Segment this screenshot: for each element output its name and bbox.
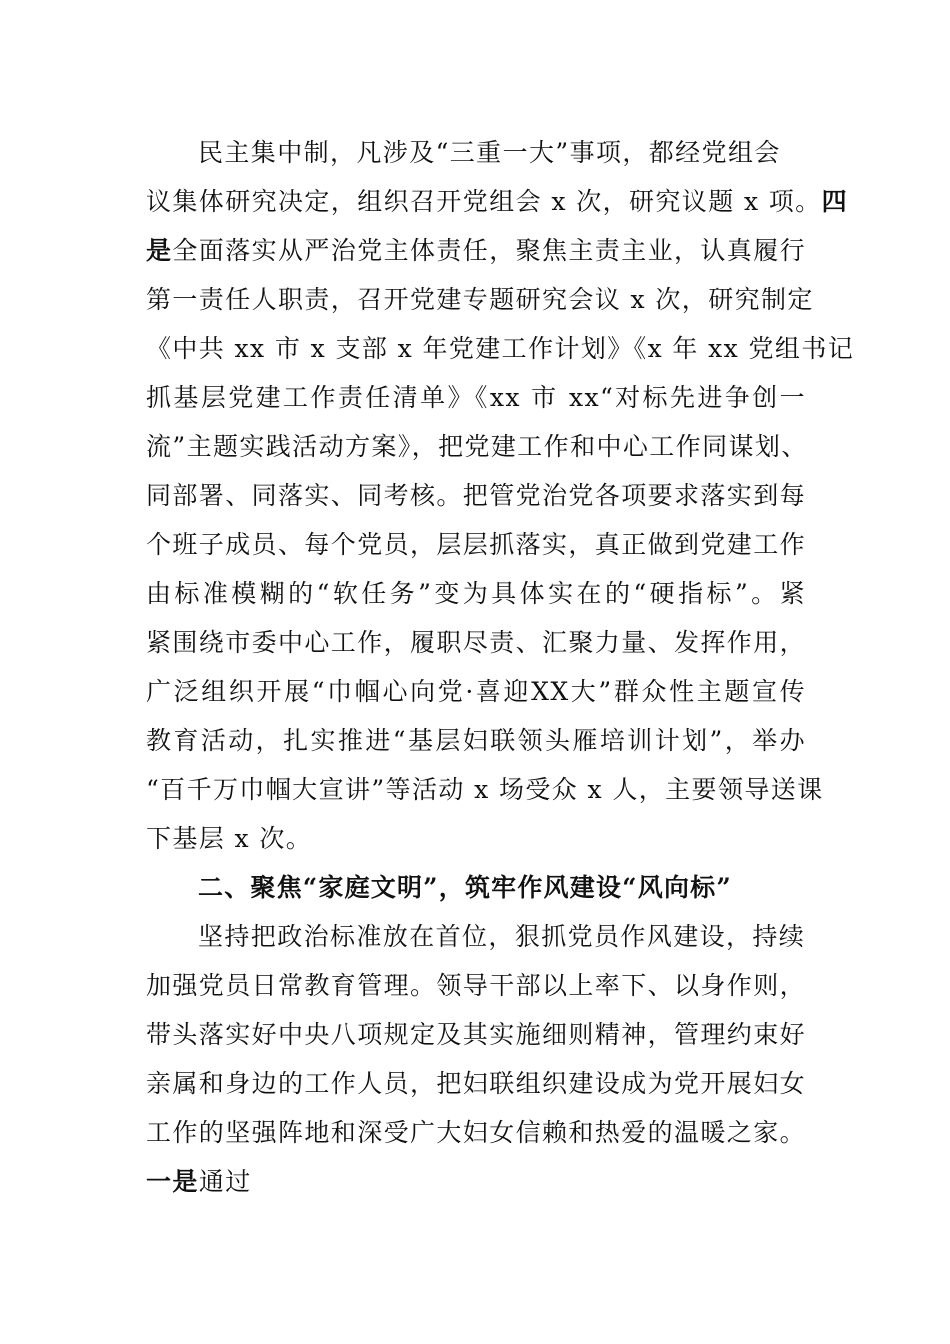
paragraph-line	[146, 1010, 806, 1059]
paragraph-line	[146, 1157, 806, 1206]
line-text: 紧围绕市委中心工作，履职尽责、汇聚力量、发挥作用，	[146, 628, 807, 657]
line-text: 流”主题实践活动方案》，把党建工作和中心工作同谋划、	[146, 432, 808, 461]
bold-marker: 是	[146, 236, 173, 265]
bold-marker: 一是	[146, 1167, 199, 1196]
paragraph-line	[146, 667, 806, 716]
paragraph-line	[146, 765, 824, 814]
paragraph-line	[146, 324, 855, 373]
line-text: 个班子成员、每个党员，层层抓落实，真正做到党建工作	[146, 530, 807, 559]
line-text: “百千万巾帼大宣讲”等活动 x 场受众 x 人，主要领导送课	[146, 775, 824, 804]
line-text: 第一责任人职责，召开党建专题研究会议 x 次，研究制定	[146, 285, 814, 314]
line-text: 带头落实好中央八项规定及其实施细则精神，管理约束好	[146, 1020, 807, 1049]
paragraph-line	[146, 1059, 806, 1108]
line-text: 加强党员日常教育管理。领导干部以上率下、以身作则，	[146, 971, 807, 1000]
section-heading	[146, 863, 806, 912]
paragraph-line	[146, 471, 806, 520]
line-text: 同部署、同落实、同考核。把管党治党各项要求落实到每	[146, 481, 807, 510]
paragraph-line	[146, 373, 806, 422]
line-text: 广泛组织开展“巾帼心向党·喜迎XX大”群众性主题宣传	[146, 677, 806, 706]
line-text: 民主集中制，凡涉及“三重一大”事项，都经党组会	[198, 138, 781, 167]
paragraph-line	[146, 716, 806, 765]
line-text: 《中共 xx 市 x 支部 x 年党建工作计划》《x 年 xx 党组书记	[146, 334, 855, 363]
paragraph-line	[146, 1108, 806, 1157]
line-text: 通过	[198, 1167, 252, 1196]
line-text: 下基层 x 次。	[146, 824, 313, 853]
paragraph-line	[146, 275, 814, 324]
line-text: 教育活动，扎实推进“基层妇联领头雁培训计划”，举办	[146, 726, 806, 755]
document-body	[146, 128, 855, 1206]
paragraph-line	[146, 520, 806, 569]
paragraph-line	[146, 177, 848, 226]
paragraph-line	[146, 961, 806, 1010]
paragraph-line	[146, 128, 806, 177]
line-text: 议集体研究决定，组织召开党组会 x 次，研究议题 x 项。	[146, 187, 822, 216]
paragraph-line	[146, 226, 806, 275]
paragraph-line	[146, 618, 806, 667]
paragraph-line	[146, 569, 806, 618]
line-text: 全面落实从严治党主体责任，聚焦主责主业，认真履行	[172, 236, 807, 265]
line-text: 工作的坚强阵地和深受广大妇女信赖和热爱的温暖之家。	[146, 1118, 807, 1147]
paragraph-line	[146, 912, 806, 961]
line-text: 亲属和身边的工作人员，把妇联组织建设成为党开展妇女	[146, 1069, 807, 1098]
paragraph-line	[146, 422, 806, 471]
line-text: 由标准模糊的“软任务”变为具体实在的“硬指标”。紧	[146, 579, 806, 608]
bold-marker: 四	[821, 187, 848, 216]
line-text: 抓基层党建工作责任清单》《xx 市 xx“对标先进争创一	[146, 383, 806, 412]
paragraph-line	[146, 814, 806, 863]
section-heading-text: 二、聚焦“家庭文明”，筑牢作风建设“风向标”	[198, 873, 732, 902]
line-text: 坚持把政治标准放在首位，狠抓党员作风建设，持续	[198, 922, 806, 951]
